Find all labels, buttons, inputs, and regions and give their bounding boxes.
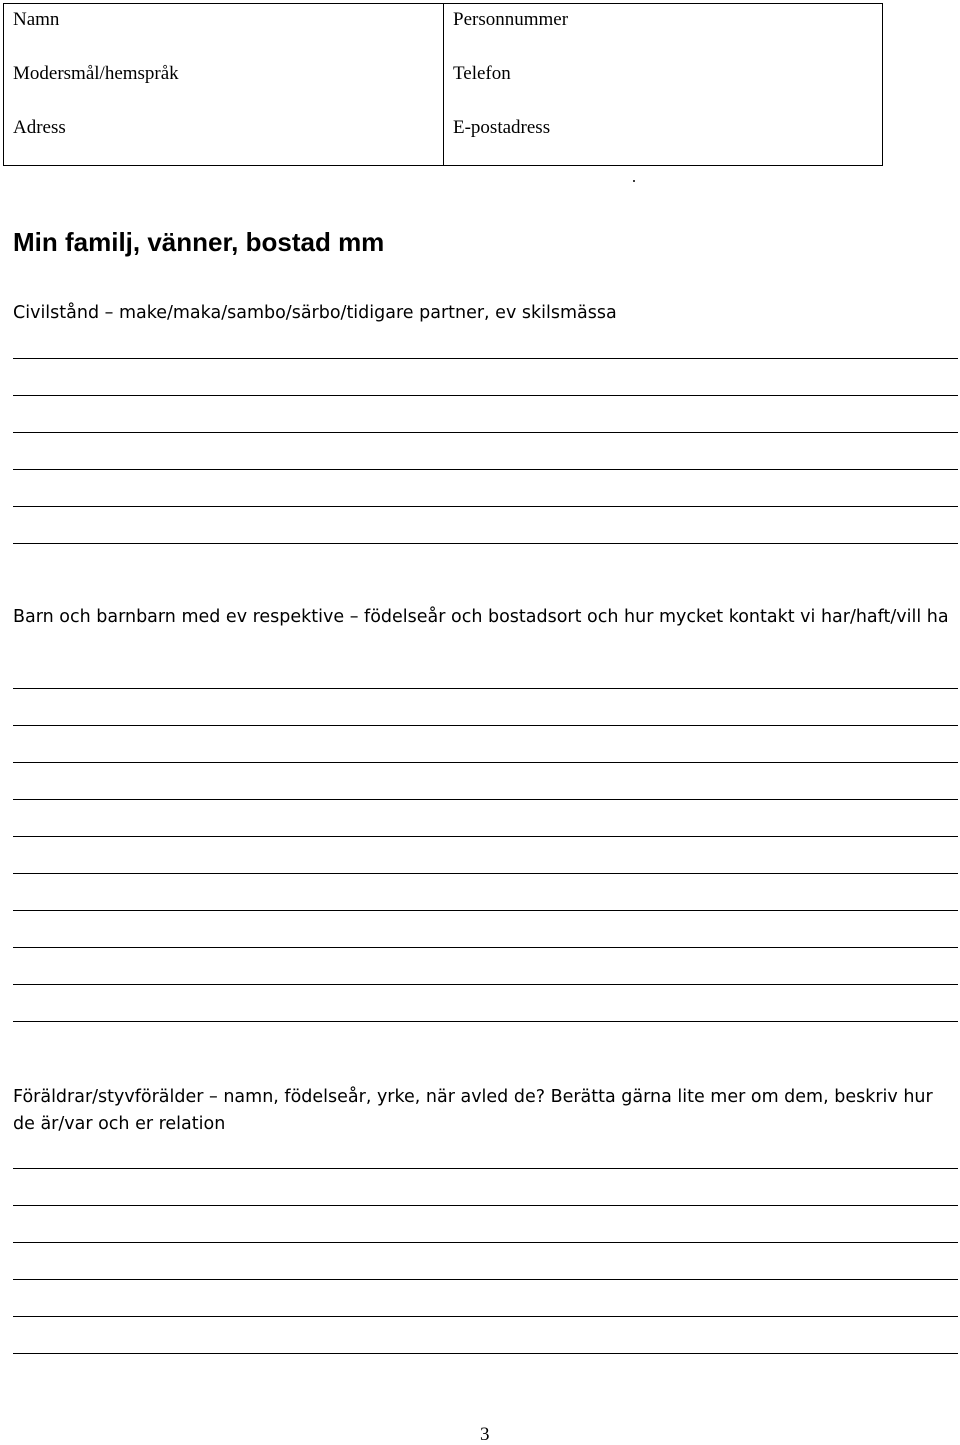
- answer-line[interactable]: [13, 1353, 958, 1354]
- section-heading: Min familj, vänner, bostad mm: [13, 227, 385, 257]
- stray-dot-mark: [633, 180, 635, 182]
- answer-line[interactable]: [13, 1168, 958, 1169]
- answer-line[interactable]: [13, 725, 958, 726]
- phone-label: Telefon: [453, 63, 511, 84]
- address-label: Adress: [13, 117, 66, 138]
- answer-line[interactable]: [13, 469, 958, 470]
- answer-line[interactable]: [13, 762, 958, 763]
- answer-line[interactable]: [13, 1021, 958, 1022]
- name-label: Namn: [13, 9, 60, 30]
- answer-line[interactable]: [13, 910, 958, 911]
- answer-line[interactable]: [13, 506, 958, 507]
- answer-line[interactable]: [13, 873, 958, 874]
- answer-line[interactable]: [13, 1242, 958, 1243]
- answer-line[interactable]: [13, 836, 958, 837]
- personal-info-table: [3, 3, 883, 166]
- answer-line[interactable]: [13, 395, 958, 396]
- prompt-civil-status: Civilstånd – make/maka/sambo/särbo/tidigare partner, ev skilsmässa: [13, 303, 617, 323]
- table-column-divider: [443, 4, 444, 165]
- page-number: 3: [480, 1424, 490, 1445]
- native-language-label: Modersmål/hemspråk: [13, 63, 179, 84]
- answer-line[interactable]: [13, 984, 958, 985]
- prompt-children: Barn och barnbarn med ev respektive – födelseår och bostadsort och hur mycket kontakt vi har/haft/vill ha: [13, 607, 949, 627]
- answer-line[interactable]: [13, 1316, 958, 1317]
- answer-line[interactable]: [13, 1279, 958, 1280]
- personal-number-label: Personnummer: [453, 9, 569, 30]
- answer-line[interactable]: [13, 432, 958, 433]
- answer-line[interactable]: [13, 799, 958, 800]
- answer-line[interactable]: [13, 358, 958, 359]
- answer-line[interactable]: [13, 543, 958, 544]
- answer-line[interactable]: [13, 688, 958, 689]
- answer-line[interactable]: [13, 1205, 958, 1206]
- email-label: E-postadress: [453, 117, 551, 138]
- answer-line[interactable]: [13, 947, 958, 948]
- prompt-parents: Föräldrar/styvförälder – namn, födelseår, yrke, när avled de? Berätta gärna lite mer om dem, beskriv hur de är/var och er relation: [13, 1087, 933, 1134]
